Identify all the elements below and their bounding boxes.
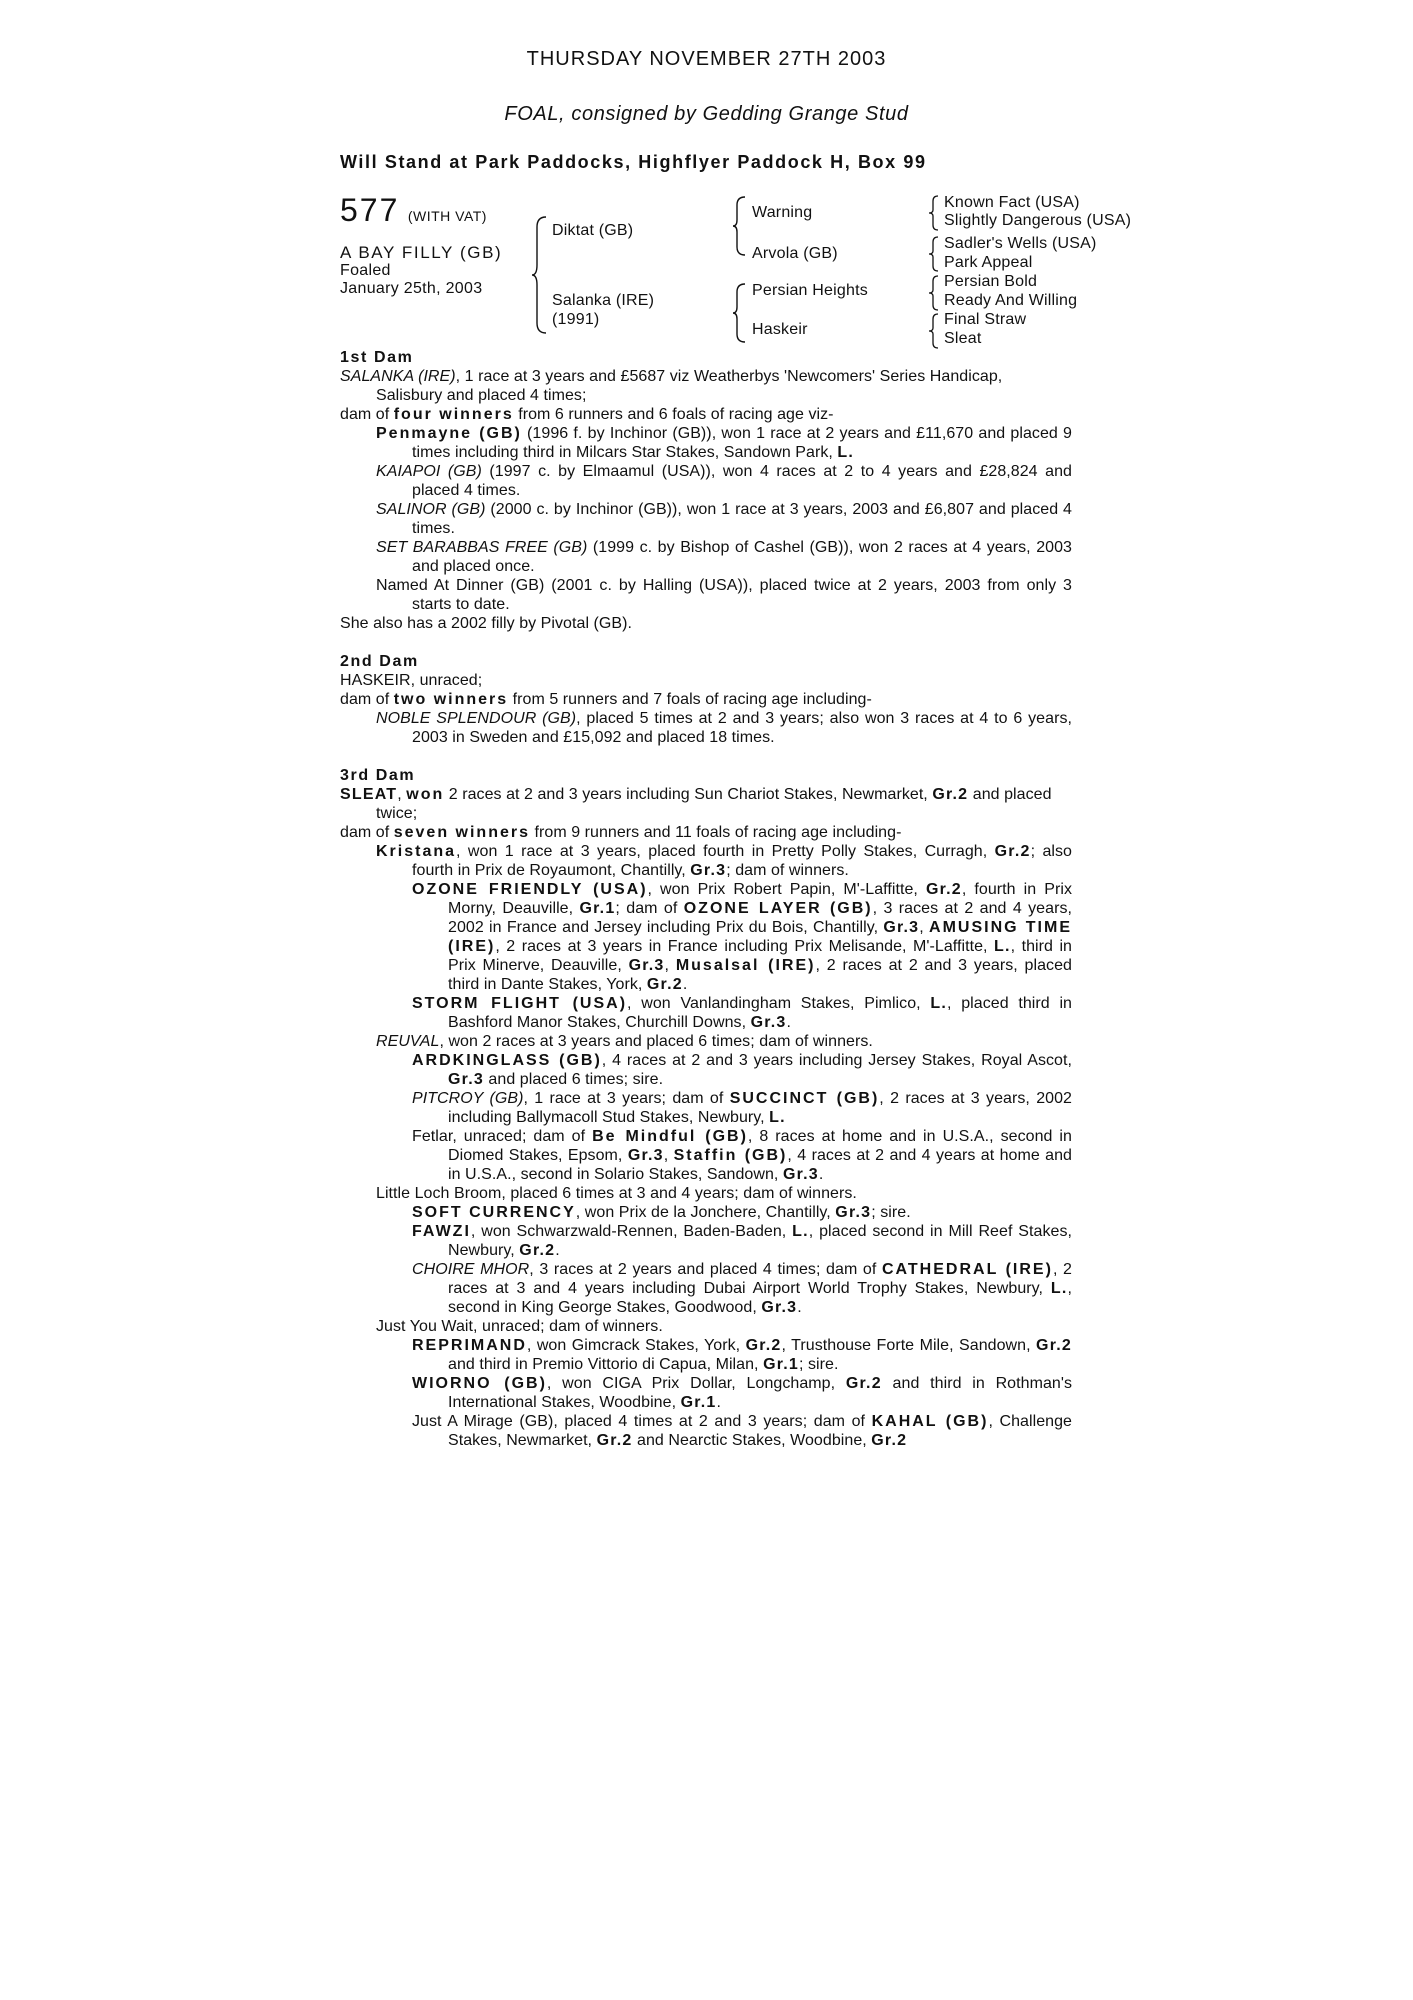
produce-penmayne: Penmayne (GB) (1996 f. by Inchinor (GB)), won 1 race at 2 years and £11,670 and placed 9 times including third in Milcars Star Stakes, Sandown Park, L.	[376, 425, 1073, 461]
pedigree-ggp-6: Ready And Willing	[944, 292, 1078, 309]
pedigree-ggp-8: Sleat	[944, 330, 982, 347]
ggp-brace-4	[928, 313, 940, 349]
foaled-date: January 25th, 2003	[340, 280, 483, 297]
second-dam-name: HASKEIR, unraced;	[340, 672, 483, 689]
produce-storm-flight: STORM FLIGHT (USA), won Vanlandingham Stakes, Pimlico, L., placed third in Bashford Manor Stakes, Churchill Downs, Gr.3.	[412, 995, 1072, 1031]
ggp-brace-3	[928, 275, 940, 311]
first-dam-record: SALANKA (IRE), 1 race at 3 years and £5687 viz Weatherbys 'Newcomers' Series Handicap, Salisbury and placed 4 times;	[340, 368, 1003, 404]
first-dam-also: She also has a 2002 filly by Pivotal (GB).	[340, 615, 633, 632]
ggp-brace-2	[928, 236, 940, 272]
produce-noble-splendour: NOBLE SPLENDOUR (GB), placed 5 times at 2 and 3 years; also won 3 races at 4 to 6 years, 2003 in Sweden and £15,092 and placed 18 times.	[376, 710, 1072, 746]
produce-reprimand: REPRIMAND, won Gimcrack Stakes, York, Gr.2, Trusthouse Forte Mile, Sandown, Gr.2 and third in Premio Vittorio di Capua, Milan, Gr.1; sire.	[412, 1337, 1072, 1373]
third-dam-heading: 3rd Dam	[340, 767, 416, 784]
produce-pitcroy: PITCROY (GB), 1 race at 3 years; dam of SUCCINCT (GB), 2 races at 3 years, 2002 including Ballymacoll Stud Stakes, Newbury, L.	[412, 1090, 1072, 1126]
pedigree-dam-year: (1991)	[552, 311, 600, 328]
produce-just-you-wait: Just You Wait, unraced; dam of winners.	[376, 1318, 663, 1335]
second-dam-heading: 2nd Dam	[340, 653, 419, 670]
produce-wiorno: WIORNO (GB), won CIGA Prix Dollar, Longchamp, Gr.2 and third in Rothman's International Stakes, Woodbine, Gr.1.	[412, 1375, 1072, 1411]
catalogue-body	[340, 348, 1072, 1450]
catalogue-date: THURSDAY NOVEMBER 27TH 2003	[526, 48, 887, 70]
lot-info	[340, 244, 502, 298]
produce-kristana: Kristana, won 1 race at 3 years, placed fourth in Pretty Polly Stakes, Curragh, Gr.2; also fourth in Prix de Royaumont, Chantilly, Gr.3; dam of winners.	[376, 843, 1072, 879]
lot-description: A BAY FILLY (GB)	[340, 243, 503, 262]
produce-choire-mhor: CHOIRE MHOR, 3 races at 2 years and placed 4 times; dam of CATHEDRAL (IRE), 2 races at 3 and 4 years including Dubai Airport World Trophy Stakes, Newbury, L., second in King George Stakes, Goodwood, Gr.3.	[412, 1261, 1072, 1316]
pedigree-ggp-4: Park Appeal	[944, 254, 1033, 271]
produce-soft-currency: SOFT CURRENCY, won Prix de la Jonchere, Chantilly, Gr.3; sire.	[412, 1204, 911, 1221]
produce-salinor: SALINOR (GB) (2000 c. by Inchinor (GB)), won 1 race at 3 years, 2003 and £6,807 and placed 4 times.	[376, 501, 1072, 537]
pedigree-sire: Diktat (GB)	[552, 222, 634, 239]
produce-named-at-dinner: Named At Dinner (GB) (2001 c. by Halling (USA)), placed twice at 2 years, 2003 from only 3 starts to date.	[376, 577, 1072, 613]
first-dam-heading: 1st Dam	[340, 349, 414, 366]
produce-just-a-mirage: Just A Mirage (GB), placed 4 times at 2 and 3 years; dam of KAHAL (GB), Challenge Stakes, Newmarket, Gr.2 and Nearctic Stakes, Woodbine, Gr.2	[412, 1413, 1073, 1449]
pedigree-ggp-2: Slightly Dangerous (USA)	[944, 212, 1132, 229]
pedigree-ggp-7: Final Straw	[944, 311, 1027, 328]
lot-header	[340, 192, 487, 229]
produce-fetlar: Fetlar, unraced; dam of Be Mindful (GB), 8 races at home and in U.S.A., second in Diomed Stakes, Epsom, Gr.3, Staffin (GB), 4 races at 2 and 4 years at home and in U.S.A., second in Solario Stakes, Sandown, Gr.3.	[412, 1128, 1073, 1183]
consignment-line: FOAL, consigned by Gedding Grange Stud	[504, 103, 909, 125]
pedigree-dam-dam: Haskeir	[752, 321, 808, 338]
first-dam-produce: dam of four winners from 6 runners and 6 foals of racing age viz-	[340, 406, 834, 423]
stand-location: Will Stand at Park Paddocks, Highflyer Paddock H, Box 99	[340, 152, 927, 172]
produce-ozone-friendly: OZONE FRIENDLY (USA), won Prix Robert Papin, M'-Laffitte, Gr.2, fourth in Prix Morny, Deauville, Gr.1; dam of OZONE LAYER (GB), 3 races at 2 and 4 years, 2002 in France and Jersey including Prix du Bois, Chantilly, Gr.3, AMUSING TIME (IRE), 2 races at 3 years in France including Prix Melisande, M'-Laffitte, L., third in Prix Minerve, Deauville, Gr.3, Musalsal (IRE), 2 races at 2 and 3 years, placed third in Dante Stakes, York, Gr.2.	[412, 881, 1073, 993]
third-dam-produce: dam of seven winners from 9 runners and 11 foals of racing age including-	[340, 824, 902, 841]
pedigree-dam: Salanka (IRE)	[552, 292, 655, 309]
produce-set-barabbas: SET BARABBAS FREE (GB) (1999 c. by Bishop of Cashel (GB)), won 2 races at 4 years, 2003 and placed once.	[376, 539, 1072, 575]
foaled-label: Foaled	[340, 262, 391, 279]
pedigree-sire-dam: Arvola (GB)	[752, 245, 838, 262]
ggp-brace-1	[928, 195, 940, 231]
produce-reuval: REUVAL, won 2 races at 3 years and placed 6 times; dam of winners.	[376, 1033, 873, 1050]
dam-line-brace	[732, 282, 748, 344]
second-dam-produce: dam of two winners from 5 runners and 7 foals of racing age including-	[340, 691, 872, 708]
produce-kaiapoi: KAIAPOI (GB) (1997 c. by Elmaamul (USA)), won 4 races at 2 to 4 years and £28,824 and placed 4 times.	[376, 463, 1072, 499]
pedigree-dam-sire: Persian Heights	[752, 282, 868, 299]
sire-dam-brace	[530, 215, 550, 335]
pedigree-ggp-5: Persian Bold	[944, 273, 1038, 290]
vat-label: (WITH VAT)	[407, 208, 487, 224]
produce-little-loch-broom: Little Loch Broom, placed 6 times at 3 and 4 years; dam of winners.	[376, 1185, 857, 1202]
pedigree-ggp-3: Sadler's Wells (USA)	[944, 235, 1097, 252]
lot-number: 577	[340, 192, 400, 228]
third-dam-record: SLEAT, won 2 races at 2 and 3 years including Sun Chariot Stakes, Newmarket, Gr.2 and placed twice;	[340, 786, 1052, 822]
sire-line-brace	[732, 195, 748, 257]
pedigree-sire-sire: Warning	[752, 204, 813, 221]
pedigree-ggp-1: Known Fact (USA)	[944, 194, 1080, 211]
produce-fawzi: FAWZI, won Schwarzwald-Rennen, Baden-Baden, L., placed second in Mill Reef Stakes, Newbury, Gr.2.	[412, 1223, 1072, 1259]
produce-ardkinglass: ARDKINGLASS (GB), 4 races at 2 and 3 years including Jersey Stakes, Royal Ascot, Gr.3 and placed 6 times; sire.	[412, 1052, 1072, 1088]
